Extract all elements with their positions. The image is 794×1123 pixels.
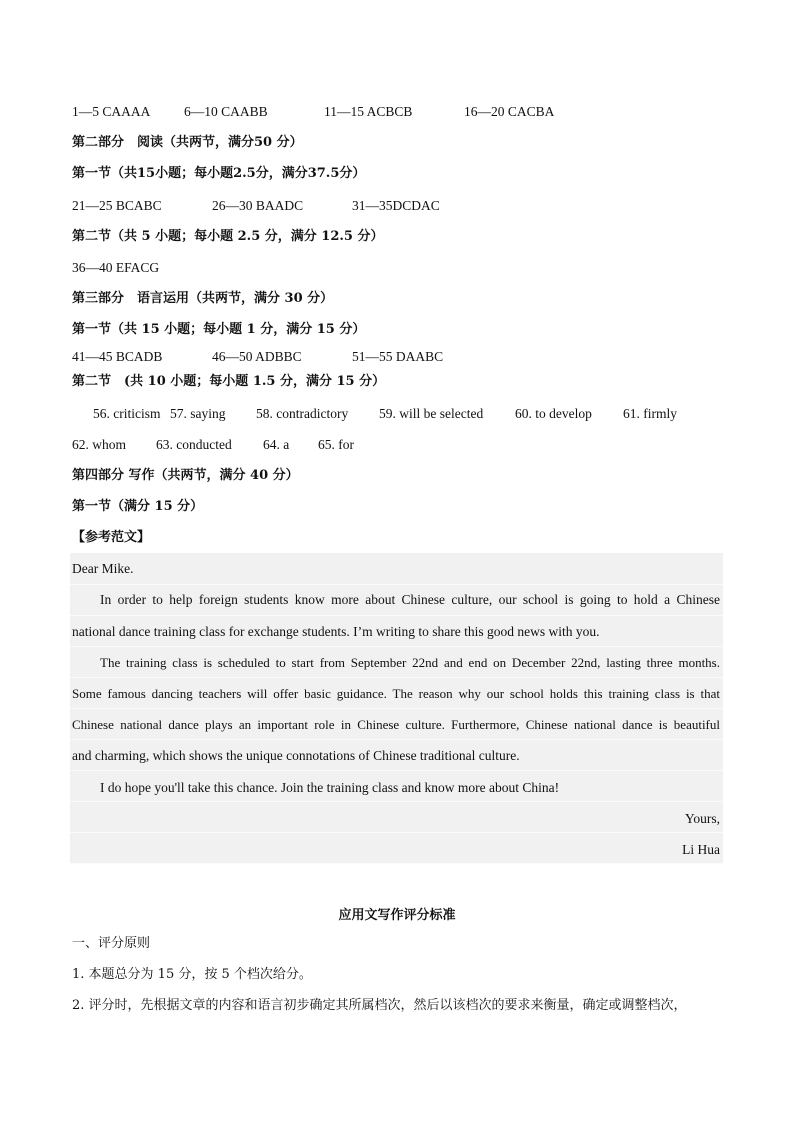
grammar-answer: 64. a bbox=[263, 437, 290, 452]
letter-greeting: Dear Mike. bbox=[72, 561, 134, 576]
letter-paragraph-2-cont: Chinese national dance plays an important role in Chinese culture. Furthermore, Chinese national dance is beautiful bbox=[72, 717, 720, 732]
criteria-title: 应用文写作评分标准 bbox=[338, 908, 456, 923]
answer-group: 51—55 DAABC bbox=[352, 349, 444, 364]
answer-group: 21—25 BCABC bbox=[72, 198, 162, 213]
part3-section2-heading: 第二节 (共 10 小题；每小题 1.5 分，满分 15 分） bbox=[72, 374, 386, 389]
grammar-answer: 57. saying bbox=[170, 406, 226, 421]
part2-section1-heading: 第一节（共15小题；每小题2.5分，满分37.5分） bbox=[72, 166, 366, 181]
part2-heading: 第二部分 阅读（共两节，满分50 分） bbox=[72, 135, 303, 150]
answer-group: 16—20 CACBA bbox=[464, 104, 555, 119]
letter-paragraph-1: In order to help foreign students know more about Chinese culture, our school is going to hold a Chinese bbox=[100, 592, 720, 607]
grammar-answers-row-2 bbox=[72, 437, 722, 453]
part4-heading: 第四部分 写作（共两节，满分 40 分） bbox=[72, 468, 299, 483]
grammar-answer: 59. will be selected bbox=[379, 406, 484, 421]
principle-2: 2. 评分时，先根据文章的内容和语言初步确定其所属档次，然后以该档次的要求来衡量，确定或调整档次， bbox=[72, 998, 687, 1013]
part2-section1-answers bbox=[72, 198, 722, 214]
grammar-answer: 60. to develop bbox=[515, 406, 592, 421]
letter-paragraph-3: I do hope you'll take this chance. Join the training class and know more about China! bbox=[100, 780, 560, 795]
grammar-answer: 62. whom bbox=[72, 437, 126, 452]
principle-1: 1. 本题总分为 15 分，按 5 个档次给分。 bbox=[72, 967, 312, 982]
part3-heading: 第三部分 语言运用（共两节，满分 30 分） bbox=[72, 291, 334, 306]
part2-section2-answers: 36—40 EFACG bbox=[72, 260, 160, 275]
part3-section1-heading: 第一节（共 15 小题；每小题 1 分，满分 15 分） bbox=[72, 322, 366, 337]
sample-essay-label: 【参考范文】 bbox=[72, 530, 151, 545]
answer-group: 1—5 CAAAA bbox=[72, 104, 151, 119]
letter-paragraph-2: The training class is scheduled to start from September 22nd and end on December 22nd, lasting three months. bbox=[100, 655, 720, 670]
part2-section2-heading: 第二节（共 5 小题；每小题 2.5 分，满分 12.5 分） bbox=[72, 229, 384, 244]
grammar-answer: 65. for bbox=[318, 437, 354, 452]
grammar-answer: 56. criticism bbox=[93, 406, 161, 421]
grammar-answers-row-1 bbox=[72, 406, 722, 422]
principles-heading: 一、评分原则 bbox=[72, 936, 151, 951]
grammar-answer: 61. firmly bbox=[623, 406, 677, 421]
answer-group: 6—10 CAABB bbox=[184, 104, 268, 119]
letter-paragraph-1-cont: national dance training class for exchange students. I’m writing to share this good news with you. bbox=[72, 624, 600, 639]
grammar-answer: 58. contradictory bbox=[256, 406, 349, 421]
letter-paragraph-2-cont: and charming, which shows the unique connotations of Chinese traditional culture. bbox=[72, 748, 520, 763]
answer-group: 41—45 BCADB bbox=[72, 349, 163, 364]
part1-answer-row bbox=[72, 104, 722, 120]
letter-closing: Yours, bbox=[684, 811, 720, 826]
answer-group: 31—35DCDAC bbox=[352, 198, 440, 213]
letter-signature: Li Hua bbox=[682, 842, 720, 857]
letter-paragraph-2-cont: Some famous dancing teachers will offer basic guidance. The reason why our school holds this training class is that bbox=[72, 686, 720, 701]
part3-section1-answers bbox=[72, 349, 722, 365]
part4-section1-heading: 第一节（满分 15 分） bbox=[72, 499, 204, 514]
grammar-answer: 63. conducted bbox=[156, 437, 232, 452]
answer-group: 46—50 ADBBC bbox=[212, 349, 302, 364]
answer-group: 26—30 BAADC bbox=[212, 198, 304, 213]
answer-group: 11—15 ACBCB bbox=[324, 104, 413, 119]
